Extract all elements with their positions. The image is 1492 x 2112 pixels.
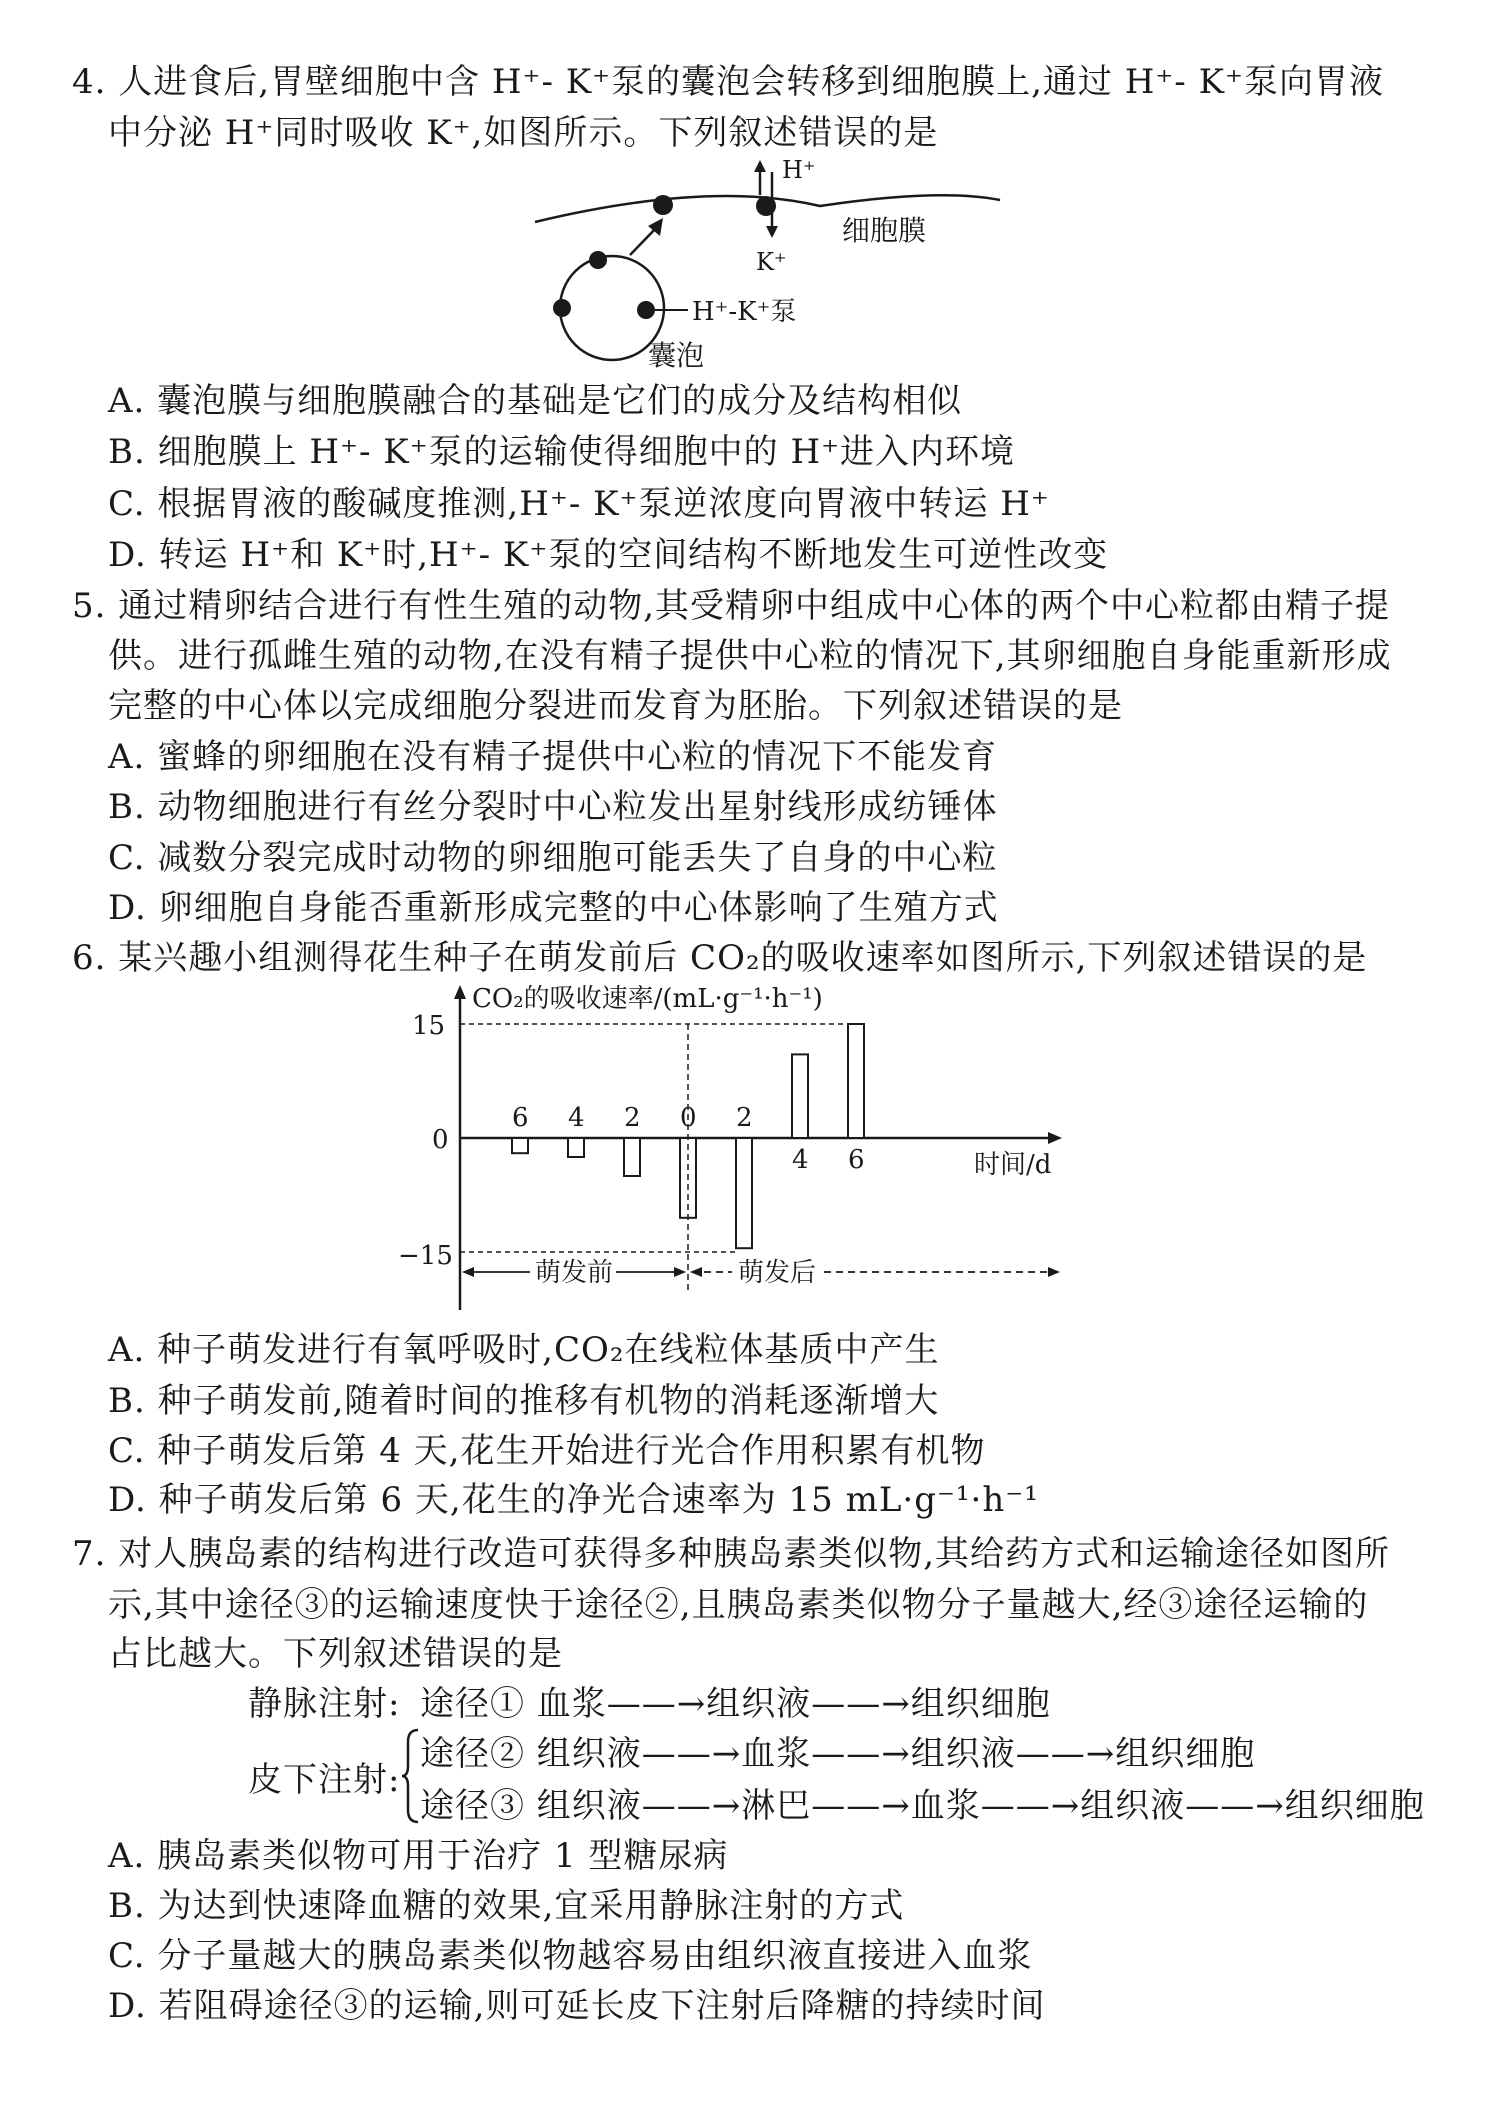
q7-sc-path3: 途径③ 组织液——→淋巴——→血浆——→组织液——→组织细胞 (420, 1786, 1425, 1826)
bar (736, 1138, 752, 1248)
bar (568, 1138, 584, 1157)
x-axis-arrow (1048, 1132, 1062, 1144)
y-axis-label: CO₂的吸收速率/(mL·g⁻¹·h⁻¹) (472, 985, 823, 1014)
co2-absorption-chart (380, 985, 1100, 1325)
q7-stem-line2: 示,其中途径③的运输速度快于途径②,且胰岛素类似物分子量越大,经③途径运输的 (108, 1585, 1369, 1625)
x-tick-label: 6 (848, 1145, 865, 1175)
q7-stem-line3: 占比越大。下列叙述错误的是 (108, 1634, 563, 1674)
phase-before-label: 萌发前 (535, 1258, 614, 1288)
bar (792, 1054, 808, 1138)
q7-option-c: C. 分子量越大的胰岛素类似物越容易由组织液直接进入血浆 (108, 1936, 1033, 1976)
q7-option-a: A. 胰岛素类似物可用于治疗 1 型糖尿病 (108, 1836, 729, 1876)
x-tick-label: 2 (624, 1103, 641, 1133)
x-tick-label: 4 (568, 1103, 585, 1133)
q7-iv-label: 静脉注射: (248, 1684, 401, 1724)
q4-option-a: A. 囊泡膜与细胞膜融合的基础是它们的成分及结构相似 (108, 381, 963, 421)
q6-option-c: C. 种子萌发后第 4 天,花生开始进行光合作用积累有机物 (108, 1431, 986, 1471)
y-tick-15: 15 (412, 1011, 446, 1041)
bar (512, 1138, 528, 1153)
q6-option-b: B. 种子萌发前,随着时间的推移有机物的消耗逐渐增大 (108, 1381, 940, 1421)
phase-after-label: 萌发后 (738, 1258, 817, 1288)
q7-iv-path: 途径① 血浆——→组织液——→组织细胞 (420, 1684, 1051, 1724)
x-tick-label: 4 (792, 1145, 809, 1175)
x-tick-label: 6 (512, 1103, 529, 1133)
q7-option-d: D. 若阻碍途径③的运输,则可延长皮下注射后降糖的持续时间 (108, 1986, 1046, 2026)
phase-before-arrowhead-left (462, 1267, 474, 1277)
q4-stem-line2: 中分泌 H⁺同时吸收 K⁺,如图所示。下列叙述错误的是 (108, 113, 939, 153)
phase-after-arrowhead-left (690, 1267, 702, 1277)
x-axis-label: 时间/d (974, 1150, 1052, 1180)
x-tick-label: 2 (736, 1103, 753, 1133)
q5-option-a: A. 蜜蜂的卵细胞在没有精子提供中心粒的情况下不能发育 (108, 737, 998, 777)
vesicle-label: 囊泡 (648, 339, 705, 372)
q6-stem: 6. 某兴趣小组测得花生种子在萌发前后 CO₂的吸收速率如图所示,下列叙述错误的是 (72, 938, 1368, 978)
q4-option-c: C. 根据胃液的酸碱度推测,H⁺- K⁺泵逆浓度向胃液中转运 H⁺ (108, 484, 1050, 524)
q5-option-b: B. 动物细胞进行有丝分裂时中心粒发出星射线形成纺锤体 (108, 787, 998, 827)
q5-stem-line3: 完整的中心体以完成细胞分裂进而发育为胚胎。下列叙述错误的是 (108, 686, 1123, 726)
pump-label: H⁺-K⁺泵 (692, 297, 797, 327)
q4-option-b: B. 细胞膜上 H⁺- K⁺泵的运输使得细胞中的 H⁺进入内环境 (108, 432, 1016, 472)
k-in-arrow (766, 226, 778, 238)
q4-stem-line1: 4. 人进食后,胃壁细胞中含 H⁺- K⁺泵的囊泡会转移到细胞膜上,通过 H⁺- K⁺泵向胃液 (72, 62, 1384, 102)
q7-option-b: B. 为达到快速降血糖的效果,宜采用静脉注射的方式 (108, 1886, 905, 1926)
q6-option-d: D. 种子萌发后第 6 天,花生的净光合速率为 15 mL·g⁻¹·h⁻¹ (108, 1480, 1039, 1520)
q7-sc-path2: 途径② 组织液——→血浆——→组织液——→组织细胞 (420, 1734, 1256, 1774)
vesicle-pump-dot (637, 301, 655, 319)
vesicle-pump-dot (589, 251, 607, 269)
k-ion-label: K⁺ (756, 248, 787, 276)
y-tick-0: 0 (432, 1125, 449, 1155)
bar (624, 1138, 640, 1176)
membrane-label: 细胞膜 (842, 214, 927, 247)
vesicle-pump-dot (553, 299, 571, 317)
q5-stem-line2: 供。进行孤雌生殖的动物,在没有精子提供中心粒的情况下,其卵细胞自身能重新形成 (108, 636, 1392, 676)
y-axis-arrow (454, 985, 466, 999)
q5-stem-line1: 5. 通过精卵结合进行有性生殖的动物,其受精卵中组成中心体的两个中心粒都由精子提 (72, 586, 1391, 626)
y-tick-neg15: −15 (398, 1241, 453, 1271)
q7-stem-line1: 7. 对人胰岛素的结构进行改造可获得多种胰岛素类似物,其给药方式和运输途径如图所 (72, 1534, 1391, 1574)
q5-option-c: C. 减数分裂完成时动物的卵细胞可能丢失了自身的中心粒 (108, 838, 998, 878)
q4-membrane-diagram (520, 160, 1020, 375)
phase-after-arrowhead-right (1048, 1267, 1060, 1277)
q5-option-d: D. 卵细胞自身能否重新形成完整的中心体影响了生殖方式 (108, 888, 999, 928)
bar (848, 1024, 864, 1138)
q7-brace (400, 1726, 422, 1826)
q7-sc-label: 皮下注射: (248, 1760, 401, 1800)
h-ion-label: H⁺ (782, 160, 816, 184)
phase-before-arrowhead-right (674, 1267, 686, 1277)
q4-option-d: D. 转运 H⁺和 K⁺时,H⁺- K⁺泵的空间结构不断地发生可逆性改变 (108, 535, 1109, 575)
membrane-pump-dot (653, 195, 673, 215)
q6-option-a: A. 种子萌发进行有氧呼吸时,CO₂在线粒体基质中产生 (108, 1330, 940, 1370)
x-tick-label: 0 (680, 1103, 697, 1133)
h-out-arrow (754, 160, 766, 172)
